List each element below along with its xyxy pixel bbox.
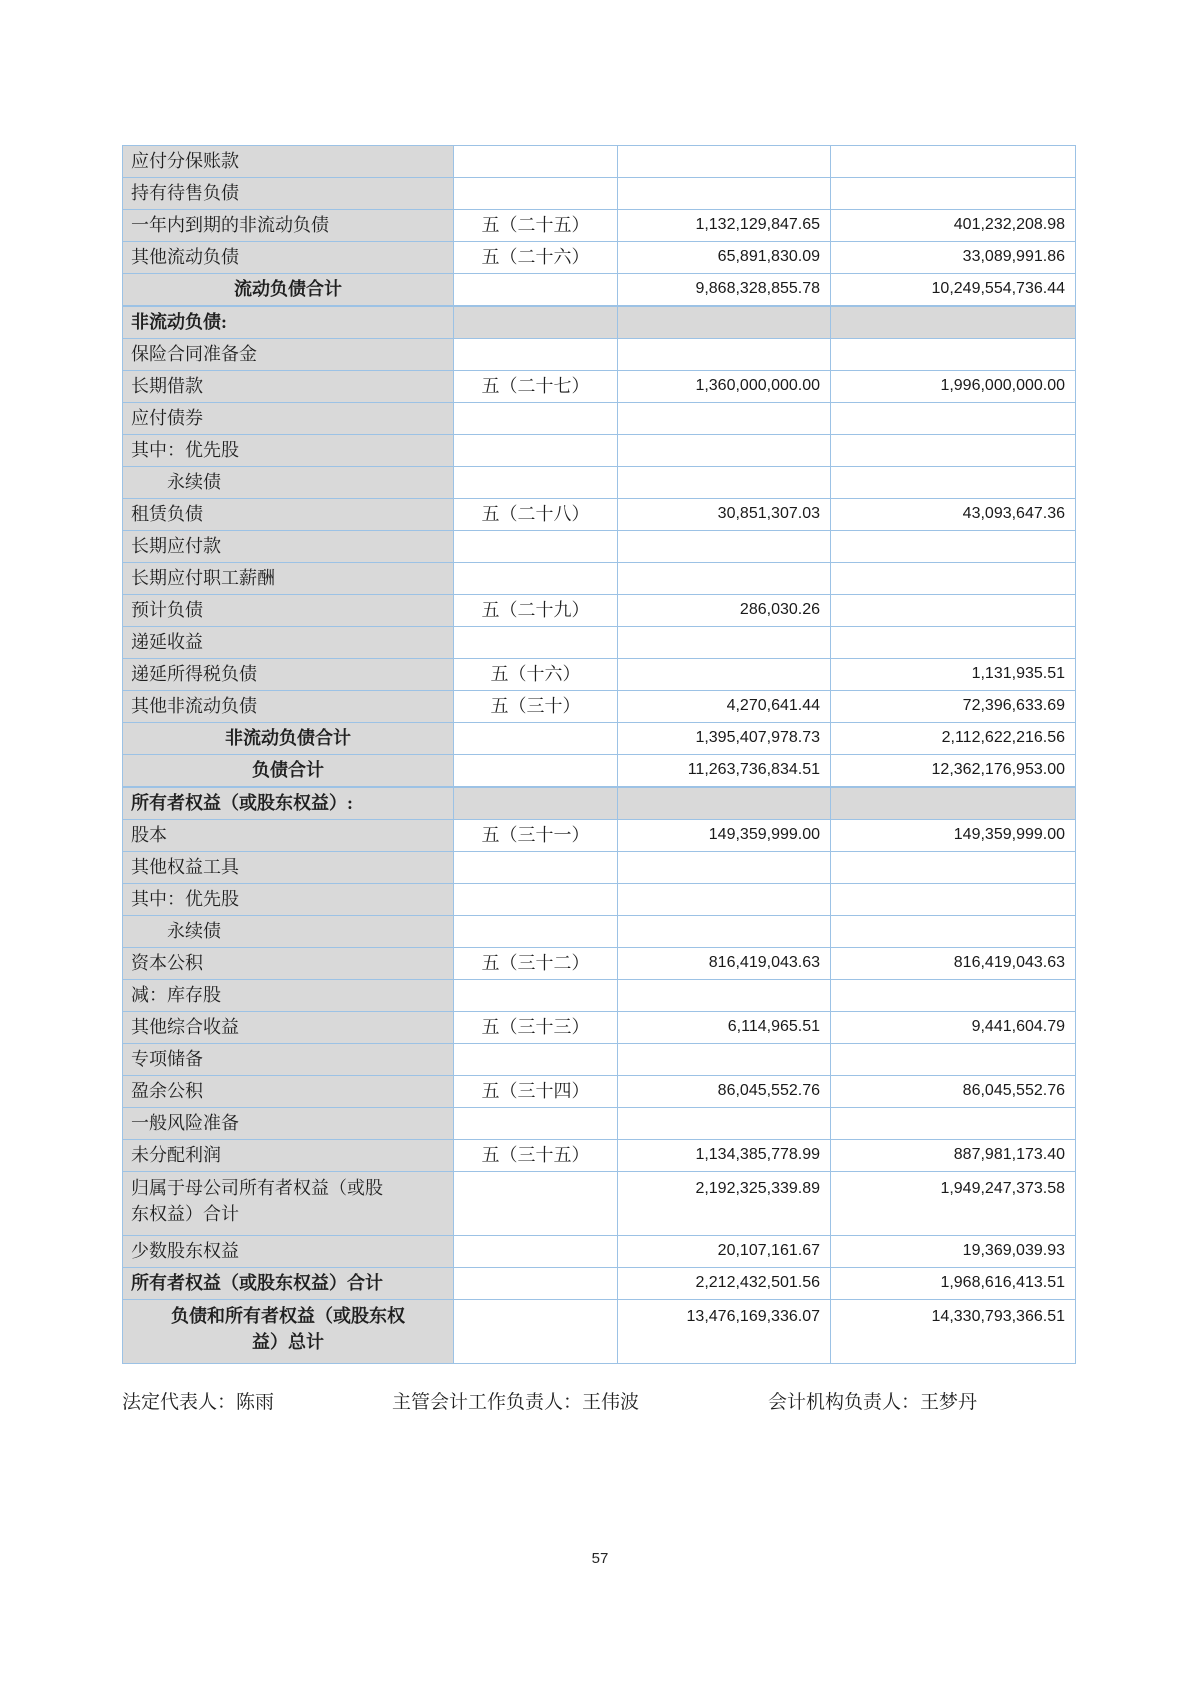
note-reference-cell [454, 467, 618, 499]
note-reference-cell [454, 1044, 618, 1076]
amount-current-cell [618, 563, 831, 595]
amount-prior-cell: 19,369,039.93 [831, 1236, 1076, 1268]
amount-current-cell: 2,192,325,339.89 [618, 1172, 831, 1236]
amount-prior-cell [831, 178, 1076, 210]
table-row [123, 210, 1076, 242]
amount-prior-cell: 14,330,793,366.51 [831, 1300, 1076, 1364]
table-row [123, 274, 1076, 307]
amount-prior-cell [831, 884, 1076, 916]
table-row [123, 371, 1076, 403]
table-row [123, 146, 1076, 178]
note-reference-cell: 五（三十四） [454, 1076, 618, 1108]
table-row [123, 916, 1076, 948]
page-number: 57 [591, 1550, 609, 1567]
table-row [123, 948, 1076, 980]
table-row [123, 980, 1076, 1012]
note-reference-cell [454, 531, 618, 563]
amount-current-cell [618, 627, 831, 659]
item-label-cell: 一年内到期的非流动负债 [123, 210, 454, 242]
amount-prior-cell [831, 403, 1076, 435]
amount-prior-cell [831, 980, 1076, 1012]
table-row [123, 1236, 1076, 1268]
item-label-cell: 持有待售负债 [123, 178, 454, 210]
amount-current-cell [618, 659, 831, 691]
item-label-cell: 长期应付职工薪酬 [123, 563, 454, 595]
item-label-cell: 递延所得税负债 [123, 659, 454, 691]
item-label-cell: 递延收益 [123, 627, 454, 659]
note-reference-cell [454, 884, 618, 916]
amount-current-cell: 11,263,736,834.51 [618, 755, 831, 788]
amount-current-cell [618, 916, 831, 948]
item-label-cell: 应付分保账款 [123, 146, 454, 178]
note-reference-cell: 五（三十二） [454, 948, 618, 980]
amount-prior-cell: 9,441,604.79 [831, 1012, 1076, 1044]
amount-prior-cell [831, 146, 1076, 178]
item-label-cell: 租赁负债 [123, 499, 454, 531]
amount-prior-cell: 12,362,176,953.00 [831, 755, 1076, 788]
amount-current-cell: 1,134,385,778.99 [618, 1140, 831, 1172]
item-label-cell: 其他权益工具 [123, 852, 454, 884]
note-reference-cell: 五（三十五） [454, 1140, 618, 1172]
amount-prior-cell [831, 1108, 1076, 1140]
table-row [123, 627, 1076, 659]
amount-current-cell [618, 178, 831, 210]
table-row [123, 595, 1076, 627]
table-row [123, 884, 1076, 916]
amount-current-cell [618, 339, 831, 371]
table-row [123, 499, 1076, 531]
note-reference-cell [454, 1172, 618, 1236]
table-row [123, 339, 1076, 371]
table-row [123, 852, 1076, 884]
amount-prior-cell: 2,112,622,216.56 [831, 723, 1076, 755]
table-row [123, 723, 1076, 755]
note-reference-cell [454, 274, 618, 307]
amount-prior-cell: 43,093,647.36 [831, 499, 1076, 531]
table-row [123, 659, 1076, 691]
amount-current-cell: 2,212,432,501.56 [618, 1268, 831, 1300]
note-reference-cell [454, 306, 618, 339]
amount-prior-cell [831, 306, 1076, 339]
item-label-cell: 非流动负债合计 [123, 723, 454, 755]
note-reference-cell: 五（二十八） [454, 499, 618, 531]
item-label-cell: 专项储备 [123, 1044, 454, 1076]
amount-current-cell [618, 306, 831, 339]
table-row [123, 1268, 1076, 1300]
amount-current-cell [618, 787, 831, 820]
item-label-cell: 其他非流动负债 [123, 691, 454, 723]
item-label-cell: 所有者权益（或股东权益）: [123, 787, 454, 820]
table-row [123, 531, 1076, 563]
amount-prior-cell: 1,996,000,000.00 [831, 371, 1076, 403]
amount-current-cell: 816,419,043.63 [618, 948, 831, 980]
item-label-cell: 流动负债合计 [123, 274, 454, 307]
amount-prior-cell: 149,359,999.00 [831, 820, 1076, 852]
note-reference-cell: 五（二十六） [454, 242, 618, 274]
amount-current-cell: 4,270,641.44 [618, 691, 831, 723]
amount-prior-cell [831, 339, 1076, 371]
note-reference-cell [454, 852, 618, 884]
amount-current-cell [618, 531, 831, 563]
amount-prior-cell: 86,045,552.76 [831, 1076, 1076, 1108]
note-reference-cell [454, 1268, 618, 1300]
item-label-cell: 所有者权益（或股东权益）合计 [123, 1268, 454, 1300]
table-row [123, 1012, 1076, 1044]
amount-current-cell [618, 1044, 831, 1076]
amount-current-cell: 30,851,307.03 [618, 499, 831, 531]
amount-current-cell [618, 884, 831, 916]
note-reference-cell [454, 435, 618, 467]
amount-prior-cell [831, 595, 1076, 627]
amount-prior-cell: 1,131,935.51 [831, 659, 1076, 691]
note-reference-cell [454, 1300, 618, 1364]
table-row [123, 691, 1076, 723]
item-label-cell: 负债和所有者权益（或股东权益）总计 [123, 1300, 454, 1364]
item-label-cell: 一般风险准备 [123, 1108, 454, 1140]
note-reference-cell [454, 980, 618, 1012]
item-label-cell: 减：库存股 [123, 980, 454, 1012]
note-reference-cell [454, 916, 618, 948]
amount-prior-cell: 72,396,633.69 [831, 691, 1076, 723]
amount-current-cell [618, 435, 831, 467]
item-label-cell: 负债合计 [123, 755, 454, 788]
table-row [123, 1108, 1076, 1140]
note-reference-cell [454, 787, 618, 820]
chief-accounting-officer-text: 主管会计工作负责人：王伟波 [392, 1392, 640, 1413]
table-row [123, 1172, 1076, 1236]
table-row [123, 1300, 1076, 1364]
amount-prior-cell: 1,968,616,413.51 [831, 1268, 1076, 1300]
amount-prior-cell [831, 916, 1076, 948]
amount-current-cell: 20,107,161.67 [618, 1236, 831, 1268]
signatories-line [122, 1390, 1075, 1416]
table-row [123, 755, 1076, 788]
amount-current-cell: 13,476,169,336.07 [618, 1300, 831, 1364]
amount-current-cell: 149,359,999.00 [618, 820, 831, 852]
table-row [123, 1140, 1076, 1172]
amount-prior-cell [831, 787, 1076, 820]
amount-prior-cell: 1,949,247,373.58 [831, 1172, 1076, 1236]
amount-prior-cell [831, 563, 1076, 595]
table-row [123, 467, 1076, 499]
amount-prior-cell [831, 852, 1076, 884]
note-reference-cell [454, 339, 618, 371]
amount-current-cell [618, 146, 831, 178]
item-label-cell: 长期借款 [123, 371, 454, 403]
note-reference-cell [454, 755, 618, 788]
amount-current-cell [618, 1108, 831, 1140]
amount-current-cell: 86,045,552.76 [618, 1076, 831, 1108]
table-row [123, 242, 1076, 274]
note-reference-cell [454, 403, 618, 435]
note-reference-cell [454, 563, 618, 595]
note-reference-cell [454, 146, 618, 178]
amount-prior-cell: 816,419,043.63 [831, 948, 1076, 980]
item-label-cell: 资本公积 [123, 948, 454, 980]
table-row [123, 306, 1076, 339]
table-row [123, 178, 1076, 210]
amount-current-cell: 6,114,965.51 [618, 1012, 831, 1044]
amount-current-cell: 1,395,407,978.73 [618, 723, 831, 755]
note-reference-cell: 五（三十） [454, 691, 618, 723]
note-reference-cell [454, 723, 618, 755]
note-reference-cell: 五（二十九） [454, 595, 618, 627]
amount-current-cell: 1,360,000,000.00 [618, 371, 831, 403]
item-label-cell: 非流动负债: [123, 306, 454, 339]
amount-current-cell [618, 852, 831, 884]
item-label-cell: 永续债 [123, 467, 454, 499]
item-label-cell: 未分配利润 [123, 1140, 454, 1172]
amount-current-cell [618, 403, 831, 435]
table-row [123, 563, 1076, 595]
table-row [123, 1076, 1076, 1108]
item-label-cell: 预计负债 [123, 595, 454, 627]
note-reference-cell: 五（三十一） [454, 820, 618, 852]
amount-prior-cell [831, 531, 1076, 563]
amount-prior-cell: 33,089,991.86 [831, 242, 1076, 274]
amount-current-cell: 286,030.26 [618, 595, 831, 627]
amount-prior-cell [831, 627, 1076, 659]
item-label-cell: 永续债 [123, 916, 454, 948]
amount-current-cell: 1,132,129,847.65 [618, 210, 831, 242]
item-label-cell: 其中：优先股 [123, 884, 454, 916]
note-reference-cell [454, 1108, 618, 1140]
amount-prior-cell [831, 1044, 1076, 1076]
amount-current-cell [618, 467, 831, 499]
table-row [123, 435, 1076, 467]
item-label-cell: 其中：优先股 [123, 435, 454, 467]
item-label-cell: 归属于母公司所有者权益（或股东权益）合计 [123, 1172, 454, 1236]
note-reference-cell [454, 627, 618, 659]
balance-sheet-table [122, 145, 1076, 1364]
item-label-cell: 应付债券 [123, 403, 454, 435]
accounting-department-head-text: 会计机构负责人：王梦丹 [768, 1392, 978, 1413]
amount-current-cell: 9,868,328,855.78 [618, 274, 831, 307]
item-label-cell: 长期应付款 [123, 531, 454, 563]
item-label-cell: 保险合同准备金 [123, 339, 454, 371]
balance-sheet-body [123, 146, 1076, 1364]
table-row [123, 787, 1076, 820]
item-label-cell: 股本 [123, 820, 454, 852]
table-row [123, 820, 1076, 852]
amount-prior-cell: 10,249,554,736.44 [831, 274, 1076, 307]
item-label-cell: 其他综合收益 [123, 1012, 454, 1044]
table-row [123, 403, 1076, 435]
note-reference-cell [454, 1236, 618, 1268]
note-reference-cell [454, 178, 618, 210]
table-row [123, 1044, 1076, 1076]
amount-current-cell [618, 980, 831, 1012]
legal-representative-text: 法定代表人：陈雨 [122, 1392, 275, 1413]
note-reference-cell: 五（二十七） [454, 371, 618, 403]
note-reference-cell: 五（二十五） [454, 210, 618, 242]
item-label-cell: 少数股东权益 [123, 1236, 454, 1268]
amount-prior-cell [831, 435, 1076, 467]
amount-prior-cell: 887,981,173.40 [831, 1140, 1076, 1172]
amount-prior-cell [831, 467, 1076, 499]
note-reference-cell: 五（三十三） [454, 1012, 618, 1044]
amount-current-cell: 65,891,830.09 [618, 242, 831, 274]
note-reference-cell: 五（十六） [454, 659, 618, 691]
item-label-cell: 其他流动负债 [123, 242, 454, 274]
item-label-cell: 盈余公积 [123, 1076, 454, 1108]
amount-prior-cell: 401,232,208.98 [831, 210, 1076, 242]
